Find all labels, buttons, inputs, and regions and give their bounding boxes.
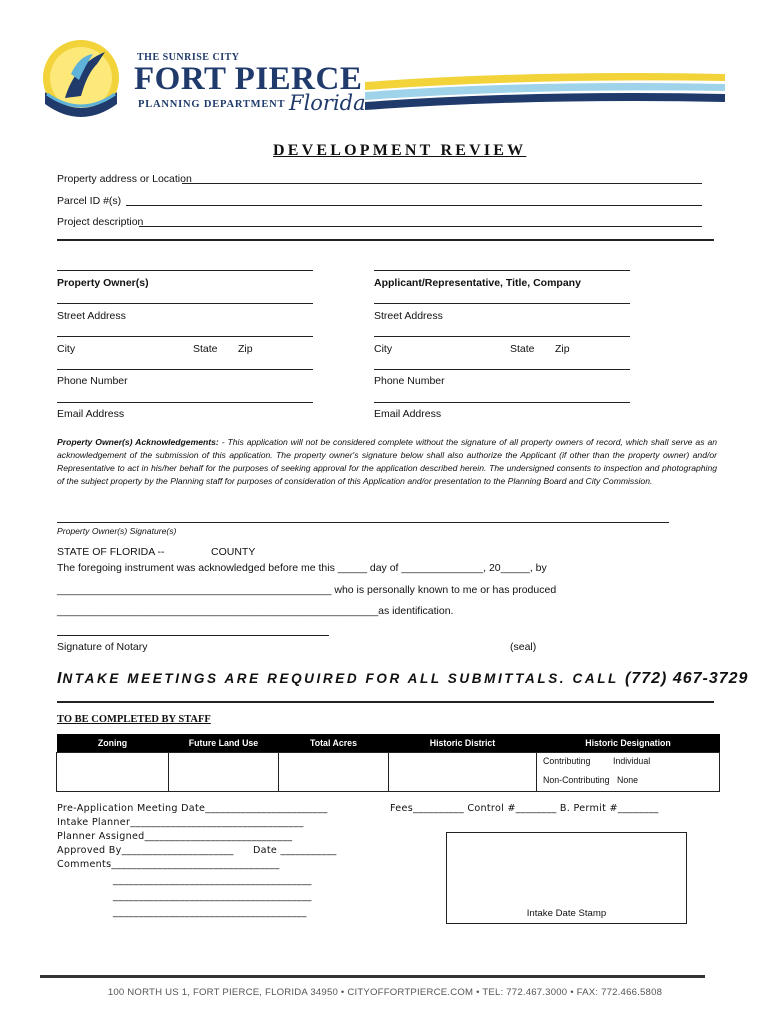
identification-line: _______________________________________________________as identification. bbox=[57, 605, 454, 617]
col-future-land-use: Future Land Use bbox=[169, 734, 279, 753]
preapp-date-field[interactable]: Pre-Application Meeting Date________________________ bbox=[57, 803, 328, 814]
noncontributing-option[interactable]: Non-Contributing bbox=[543, 775, 610, 785]
intake-divider bbox=[57, 701, 714, 703]
staff-heading: TO BE COMPLETED BY STAFF bbox=[57, 714, 211, 725]
seal-label: (seal) bbox=[510, 641, 537, 653]
contributing-option[interactable]: Contributing bbox=[543, 756, 591, 766]
comments-field[interactable]: Comments_________________________________ bbox=[57, 859, 280, 870]
project-description-label: Project description bbox=[57, 216, 144, 228]
staff-table-header bbox=[57, 734, 720, 753]
applicant-zip-label: Zip bbox=[555, 343, 570, 355]
owner-city-field[interactable] bbox=[57, 336, 313, 337]
notary-signature-field[interactable] bbox=[57, 635, 329, 636]
owner-phone-label: Phone Number bbox=[57, 375, 128, 387]
property-address-field[interactable] bbox=[182, 183, 702, 184]
intake-planner-field[interactable]: Intake Planner__________________________________ bbox=[57, 817, 304, 828]
parcel-id-label: Parcel ID #(s) bbox=[57, 195, 122, 207]
applicant-city-field[interactable] bbox=[374, 336, 630, 337]
comment-line[interactable]: _______________________________________ bbox=[113, 891, 312, 902]
owner-city-label: City bbox=[57, 343, 76, 355]
applicant-email-field[interactable] bbox=[374, 402, 630, 403]
applicant-street-label: Street Address bbox=[374, 310, 443, 322]
owner-name-field[interactable] bbox=[57, 270, 313, 271]
applicant-heading: Applicant/Representative, Title, Company bbox=[374, 277, 581, 289]
applicant-state-label: State bbox=[510, 343, 535, 355]
owner-signature-label: Property Owner(s) Signature(s) bbox=[57, 526, 177, 536]
project-description-field[interactable] bbox=[139, 226, 702, 227]
owner-signature-field[interactable] bbox=[57, 522, 669, 523]
acknowledgement-paragraph bbox=[57, 436, 717, 488]
logo-department: PLANNING DEPARTMENT bbox=[138, 99, 286, 110]
intake-date-stamp-label: Intake Date Stamp bbox=[526, 908, 607, 919]
intake-first-letter: I bbox=[57, 670, 63, 687]
state-of-florida: STATE OF FLORIDA -- bbox=[57, 546, 165, 558]
table-row bbox=[57, 753, 720, 792]
logo-state-script: Florida bbox=[289, 91, 366, 115]
footer-divider bbox=[40, 975, 705, 978]
known-line: _______________________________________________ who is personally known to me or has produced bbox=[57, 584, 557, 596]
instrument-line: The foregoing instrument was acknowledged before me this _____ day of ______________, 20_____, by bbox=[57, 562, 547, 574]
col-historic-district: Historic District bbox=[389, 734, 537, 753]
col-historic-designation: Historic Designation bbox=[537, 734, 720, 753]
applicant-street-field[interactable] bbox=[374, 303, 630, 304]
owner-email-field[interactable] bbox=[57, 402, 313, 403]
none-option[interactable]: None bbox=[617, 775, 639, 785]
fees-control-permit-field[interactable]: Fees__________ Control #________ B. Permit #________ bbox=[390, 803, 659, 814]
applicant-phone-field[interactable] bbox=[374, 369, 630, 370]
approved-date-field[interactable]: Date ___________ bbox=[253, 845, 337, 856]
applicant-city-label: City bbox=[374, 343, 393, 355]
comment-line[interactable]: _______________________________________ bbox=[113, 875, 312, 886]
applicant-phone-label: Phone Number bbox=[374, 375, 445, 387]
total-acres-cell[interactable] bbox=[279, 753, 389, 792]
owner-state-label: State bbox=[193, 343, 218, 355]
future-land-use-cell[interactable] bbox=[169, 753, 279, 792]
intake-date-stamp-box bbox=[446, 832, 687, 924]
individual-option[interactable]: Individual bbox=[613, 756, 651, 766]
comment-line[interactable]: ______________________________________ bbox=[113, 907, 307, 918]
approved-by-field[interactable]: Approved By______________________ bbox=[57, 845, 234, 856]
col-zoning: Zoning bbox=[57, 734, 169, 753]
logo-tagline: THE SUNRISE CITY bbox=[137, 52, 240, 63]
intake-notice bbox=[57, 670, 748, 688]
document-title: DEVELOPMENT REVIEW bbox=[273, 142, 527, 159]
owner-street-label: Street Address bbox=[57, 310, 126, 322]
owner-zip-label: Zip bbox=[238, 343, 253, 355]
historic-designation-cell bbox=[537, 753, 720, 792]
historic-district-cell[interactable] bbox=[389, 753, 537, 792]
applicant-email-label: Email Address bbox=[374, 408, 442, 420]
notary-label: Signature of Notary bbox=[57, 641, 148, 653]
county-label: COUNTY bbox=[211, 546, 256, 558]
planner-assigned-field[interactable]: Planner Assigned_____________________________ bbox=[57, 831, 293, 842]
property-address-label: Property address or Location bbox=[57, 173, 192, 185]
owner-heading: Property Owner(s) bbox=[57, 277, 149, 289]
owner-phone-field[interactable] bbox=[57, 369, 313, 370]
zoning-cell[interactable] bbox=[57, 753, 169, 792]
intake-phone: (772) 467-3729 bbox=[625, 670, 749, 687]
owner-email-label: Email Address bbox=[57, 408, 125, 420]
acknowledgement-text: - This application will not be considered complete without the signature of all property owners of record, which shall serve as an acknowledgement of the submission of this application. The property owner's signature below shall also authorize the Applicant (if other than the property owner) and/or Representative to act in his/her behalf for the purposes of seeking approval for the application described herein. The undersigned consents to inspection and photographing of the subject property by the Planning staff for purposes of consideration of this Application and/or presentation to the Planning Board and City Commission. bbox=[57, 437, 718, 486]
applicant-name-field[interactable] bbox=[374, 270, 630, 271]
col-total-acres: Total Acres bbox=[279, 734, 389, 753]
staff-table bbox=[56, 734, 720, 792]
logo-city-name: FORT PIERCE bbox=[134, 61, 363, 97]
section-divider bbox=[57, 239, 714, 241]
parcel-id-field[interactable] bbox=[126, 205, 702, 206]
owner-street-field[interactable] bbox=[57, 303, 313, 304]
intake-text: NTAKE MEETINGS ARE REQUIRED FOR ALL SUBMITTALS. CALL bbox=[62, 671, 626, 686]
footer-contact: 100 NORTH US 1, FORT PIERCE, FLORIDA 34950 • CITYOFFORTPIERCE.COM • TEL: 772.467.3000 • FAX: 772.466.5808 bbox=[107, 987, 663, 998]
acknowledgement-lead: Property Owner(s) Acknowledgements: bbox=[57, 437, 219, 447]
